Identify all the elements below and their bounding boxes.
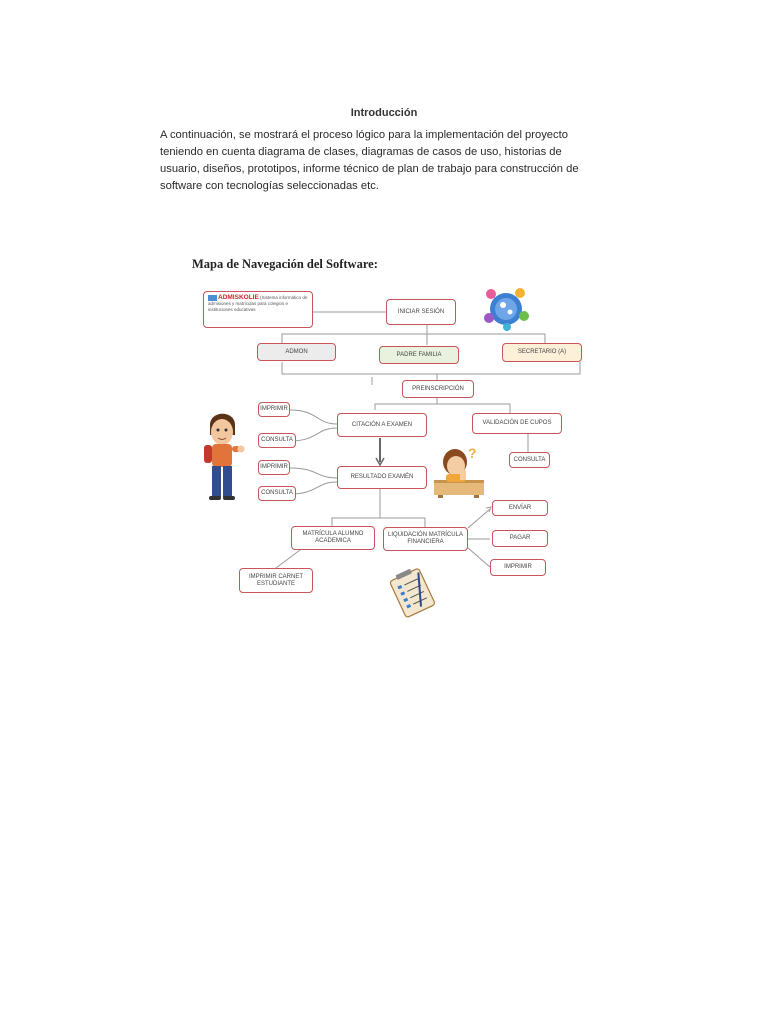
node-send[interactable]: ENVÍAR bbox=[492, 500, 548, 516]
svg-text:?: ? bbox=[468, 445, 477, 461]
connector-send bbox=[468, 509, 490, 528]
node-preregistration[interactable]: PREINSCRIPCIÓN bbox=[402, 380, 474, 398]
node-quota-validation[interactable]: VALIDACIÓN DE CUPOS bbox=[472, 413, 562, 434]
brand-name: ADMISKOLIE bbox=[218, 294, 259, 302]
node-exam-result[interactable]: RESULTADO EXAMÉN bbox=[337, 466, 427, 489]
student-boy-illustration bbox=[204, 414, 245, 500]
connector-consult1 bbox=[290, 428, 337, 441]
connector-print1 bbox=[290, 410, 337, 424]
connector-consult2 bbox=[290, 482, 337, 494]
intro-title: Introducción bbox=[350, 107, 418, 119]
connector-prereg-split bbox=[375, 404, 510, 413]
node-parent[interactable]: PADRE FAMILIA bbox=[379, 346, 459, 364]
node-financial-liquidation[interactable]: LIQUIDACIÓN MATRÍCULA FINANCIERA bbox=[383, 527, 468, 551]
navigation-map-title: Mapa de Navegación del Software: bbox=[192, 257, 378, 271]
node-print-2[interactable]: IMPRIMIR bbox=[258, 460, 290, 475]
brand-description-box bbox=[203, 291, 313, 328]
node-exam-citation[interactable]: CITACIÓN A EXAMEN bbox=[337, 413, 427, 437]
intro-paragraph: A continuación, se mostrará el proceso lógico para la implementación del proyecto teniendo en cuenta diagrama de clases, diagramas de casos de uso, historias de usuario, diseños, prototipos, informe técnico de plan de trabajo para construcción de software con tecnologías seleccionadas etc. bbox=[160, 129, 579, 192]
brand-description: (Sistema informático de admisiones y matrículas para colegios e instituciones educativas bbox=[208, 295, 308, 312]
node-consult-quota[interactable]: CONSULTA bbox=[509, 452, 550, 468]
node-login[interactable]: INICIAR SESIÓN bbox=[386, 299, 456, 325]
connector-print2 bbox=[290, 468, 337, 478]
student-thinking-illustration bbox=[434, 445, 484, 498]
node-print-1[interactable]: IMPRIMIR bbox=[258, 402, 290, 417]
node-print-3[interactable]: IMPRIMIR bbox=[490, 559, 546, 576]
connector-enroll-card bbox=[276, 550, 300, 568]
clipboard-checklist-illustration bbox=[388, 565, 435, 617]
node-admin[interactable]: ADMON bbox=[257, 343, 336, 361]
connector-roles-bracket bbox=[282, 334, 545, 343]
node-academic-enrollment[interactable]: MATRÍCULA ALUMNO ACADEMICA bbox=[291, 526, 375, 550]
node-consult-2[interactable]: CONSULTA bbox=[258, 486, 296, 501]
node-print-student-card[interactable]: IMPRIMIR CARNET ESTUDIANTE bbox=[239, 568, 313, 593]
node-consult-1[interactable]: CONSULTA bbox=[258, 433, 296, 448]
node-pay[interactable]: PAGAR bbox=[492, 530, 548, 547]
node-secretary[interactable]: SECRETARIO (A) bbox=[502, 343, 582, 362]
connector-print3 bbox=[468, 548, 490, 567]
technology-globe-icon bbox=[484, 288, 529, 331]
